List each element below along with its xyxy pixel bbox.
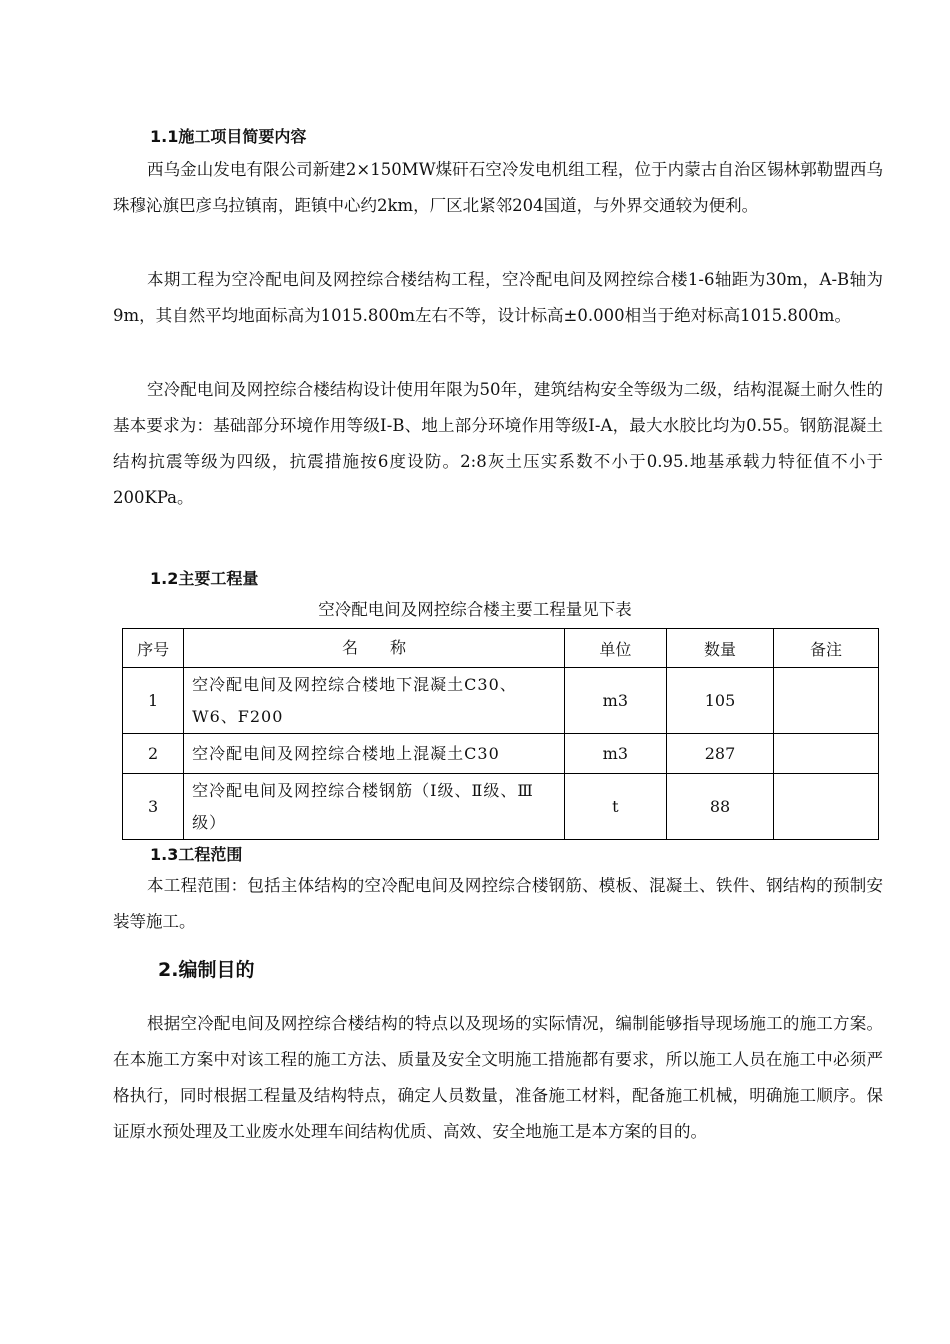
row-qty: 287 bbox=[666, 734, 773, 774]
paragraph-purpose: 根据空冷配电间及网控综合楼结构的特点以及现场的实际情况，编制能够指导现场施工的施工方案。在本施工方案中对该工程的施工方法、质量及安全文明施工措施都有要求，所以施工人员在施工中必须严格执行，同时根据工程量及结构特点，确定人员数量，准备施工材料，配备施工机械，明确施工顺序。保证原水预处理及工业废水处理车间结构优质、高效、安全地施工是本方案的目的。 bbox=[113, 1014, 883, 1141]
quantity-table bbox=[122, 628, 879, 840]
row-qty: 88 bbox=[666, 774, 773, 840]
row-unit: m3 bbox=[564, 668, 666, 734]
section-heading-1-2: 1.2主要工程量 bbox=[150, 569, 259, 588]
row-name: 空冷配电间及网控综合楼地上混凝土C30 bbox=[184, 734, 565, 774]
header-name: 名 称 bbox=[184, 629, 565, 668]
header-note: 备注 bbox=[774, 629, 879, 668]
paragraph-work-scope: 本工程范围：包括主体结构的空冷配电间及网控综合楼钢筋、模板、混凝土、铁件、钢结构的预制安装等施工。 bbox=[113, 876, 883, 931]
row-no: 2 bbox=[123, 734, 184, 774]
table-row bbox=[123, 734, 879, 774]
header-qty: 数量 bbox=[666, 629, 773, 668]
row-qty: 105 bbox=[666, 668, 773, 734]
table-caption: 空冷配电间及网控综合楼主要工程量见下表 bbox=[318, 600, 632, 619]
header-unit: 单位 bbox=[564, 629, 666, 668]
header-no: 序号 bbox=[123, 629, 184, 668]
table-header-row bbox=[123, 629, 879, 668]
row-no: 3 bbox=[123, 774, 184, 840]
table-row bbox=[123, 668, 879, 734]
table-row bbox=[123, 774, 879, 840]
row-note bbox=[774, 734, 879, 774]
paragraph-project-location: 西乌金山发电有限公司新建2×150MW煤矸石空冷发电机组工程，位于内蒙古自治区锡林郭勒盟西乌珠穆沁旗巴彦乌拉镇南，距镇中心约2km，厂区北紧邻204国道，与外界交通较为便利。 bbox=[113, 160, 883, 215]
section-heading-1-3: 1.3工程范围 bbox=[150, 845, 243, 864]
row-unit: m3 bbox=[564, 734, 666, 774]
row-note bbox=[774, 774, 879, 840]
section-heading-2: 2.编制目的 bbox=[158, 959, 255, 981]
section-heading-1-1: 1.1施工项目简要内容 bbox=[150, 127, 307, 146]
row-unit: t bbox=[564, 774, 666, 840]
paragraph-project-scope: 本期工程为空冷配电间及网控综合楼结构工程，空冷配电间及网控综合楼1-6轴距为30m，A-B轴为9m，其自然平均地面标高为1015.800m左右不等，设计标高±0.000相当于绝对标高1015.800m。 bbox=[113, 270, 883, 325]
row-no: 1 bbox=[123, 668, 184, 734]
row-name: 空冷配电间及网控综合楼钢筋（Ⅰ级、Ⅱ级、Ⅲ级） bbox=[184, 774, 565, 840]
row-name: 空冷配电间及网控综合楼地下混凝土C30、W6、F200 bbox=[184, 668, 565, 734]
row-note bbox=[774, 668, 879, 734]
paragraph-design-requirements: 空冷配电间及网控综合楼结构设计使用年限为50年，建筑结构安全等级为二级，结构混凝土耐久性的基本要求为：基础部分环境作用等级Ⅰ-B、地上部分环境作用等级Ⅰ-A，最大水胶比均为0.55。钢筋混凝土结构抗震等级为四级，抗震措施按6度设防。2:8灰土压实系数不小于0.95.地基承载力特征值不小于200KPa。 bbox=[113, 380, 883, 507]
